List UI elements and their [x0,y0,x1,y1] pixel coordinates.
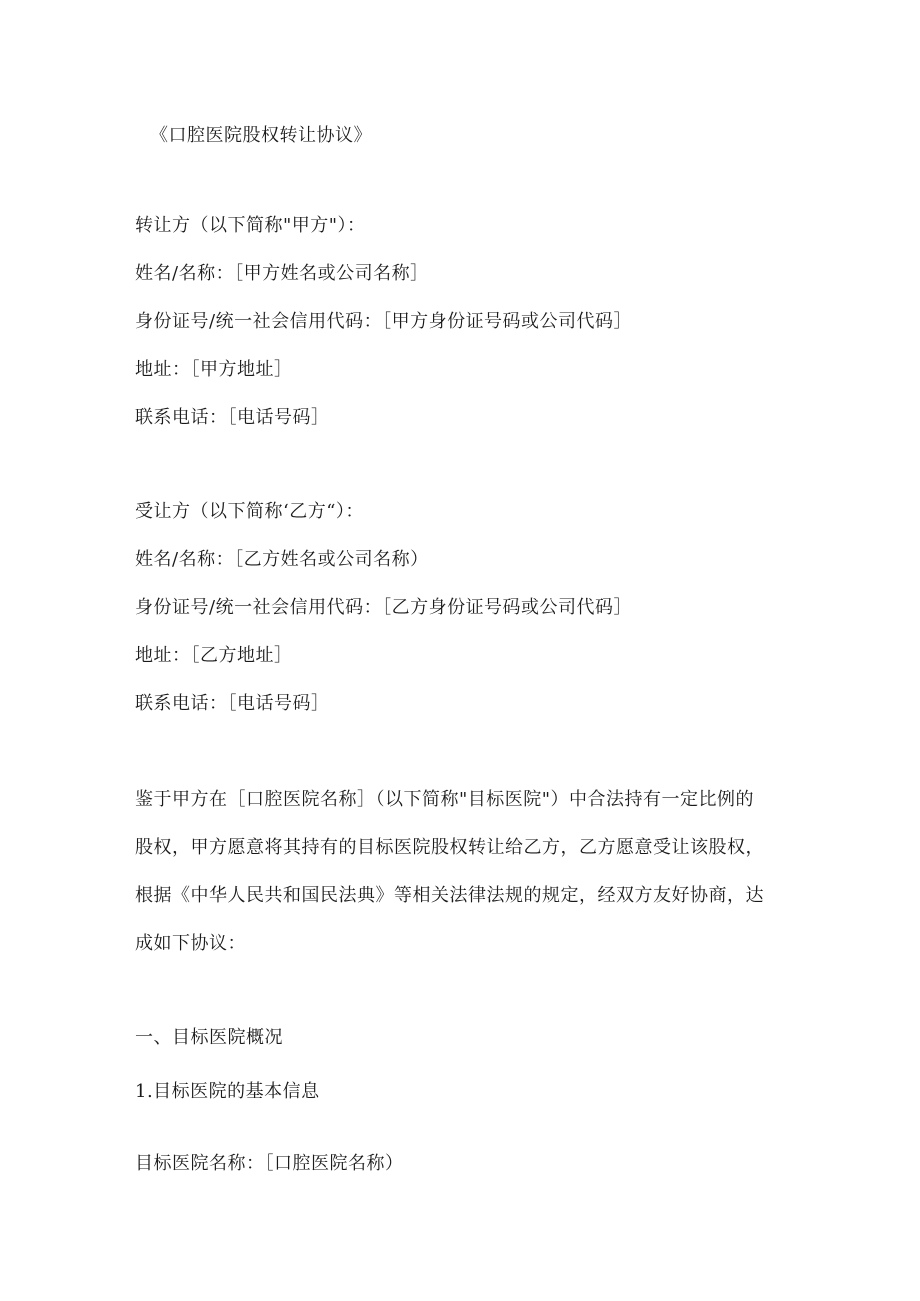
transferee-phone: 联系电话：［电话号码］ [135,693,330,714]
transferor-address: 地址：［甲方地址］ [135,359,293,380]
hospital-name-field: 目标医院名称：［口腔医院名称） [135,1153,404,1174]
transferee-name: 姓名/名称：［乙方姓名或公司名称） [135,549,429,570]
section1-subheading: 1.目标医院的基本信息 [135,1081,320,1102]
transferor-id: 身份证号/统一社会信用代码：［甲方身份证号码或公司代码］ [135,311,633,332]
transferor-heading: 转让方（以下简称"甲方"）： [135,215,366,236]
preamble-line: 成如下协议： [135,933,246,954]
transferor-name: 姓名/名称：［甲方姓名或公司名称］ [135,263,429,284]
preamble-line: 根据《中华人民共和国民法典》等相关法律法规的规定，经双方友好协商，达 [135,885,764,906]
transferee-address: 地址：［乙方地址］ [135,645,293,666]
preamble-line: 鉴于甲方在［口腔医院名称］（以下简称"目标医院"）中合法持有一定比例的 [135,789,755,810]
document-title: 《口腔医院股权转让协议》 [150,125,372,146]
section1-heading: 一、目标医院概况 [135,1027,283,1048]
transferor-phone: 联系电话：［电话号码］ [135,407,330,428]
transferee-heading: 受让方（以下简称‘乙方“）： [135,501,364,522]
transferee-id: 身份证号/统一社会信用代码：［乙方身份证号码或公司代码］ [135,597,633,618]
preamble-line: 股权，甲方愿意将其持有的目标医院股权转让给乙方，乙方愿意受让该股权， [135,837,764,858]
